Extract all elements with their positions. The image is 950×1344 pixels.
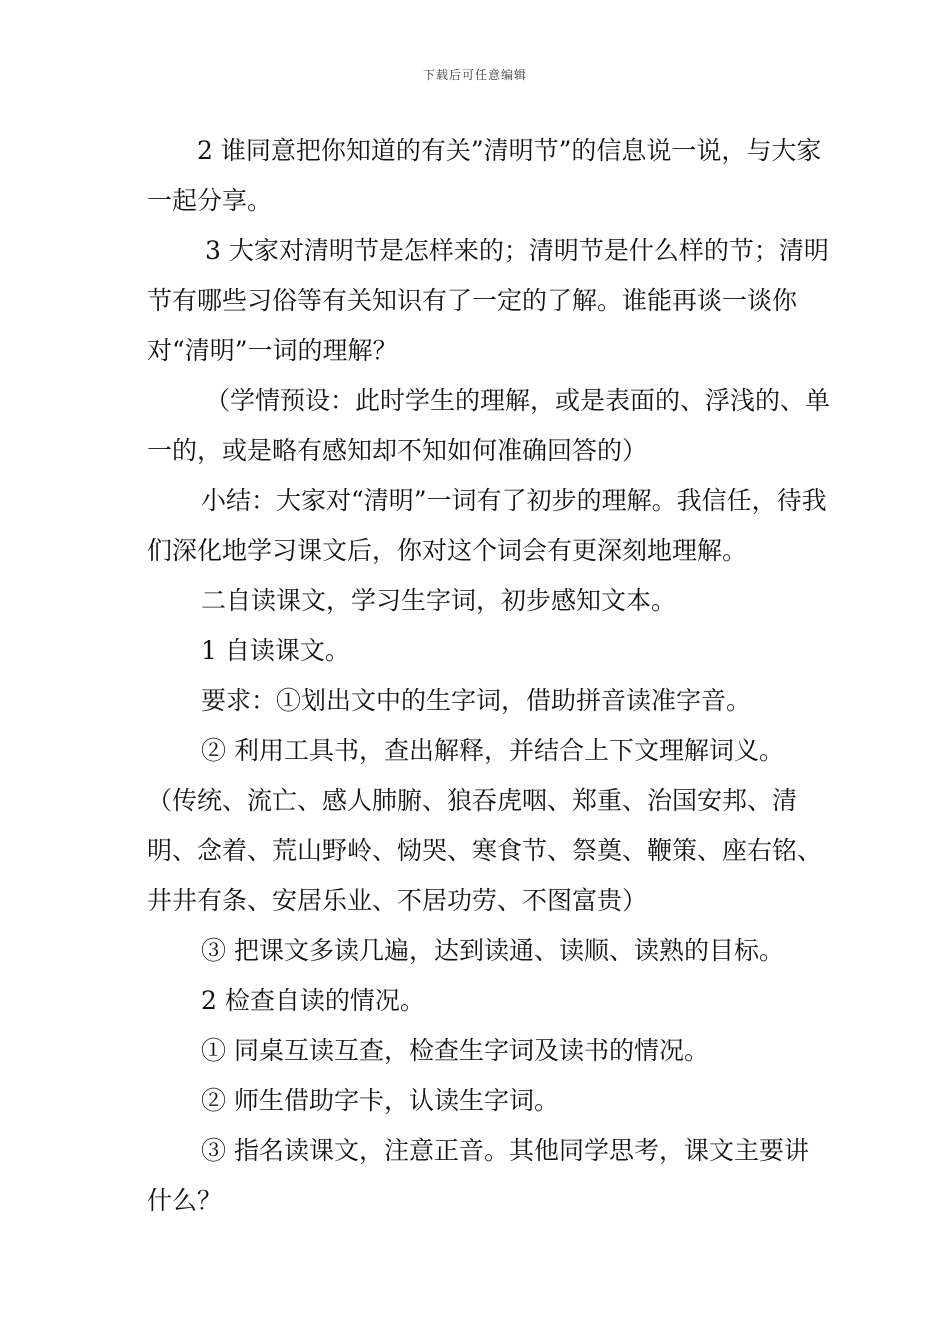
page-header: 下载后可任意编辑 — [422, 68, 527, 82]
check-item-2: ② 师生借助字卡，认读生字词。 — [201, 1086, 559, 1115]
requirement-1: 要求：①划出文中的生字词，借助拼音读准字音。 — [201, 686, 752, 715]
paragraph-share-info: 2 谁同意把你知道的有关”清明节”的信息说一说，与大家一起分享。 — [147, 136, 822, 215]
requirement-3: ③ 把课文多读几遍，达到读通、读顺、读熟的目标。 — [201, 936, 784, 965]
check-item-1: ① 同桌互读互查，检查生字词及读书的情况。 — [201, 1036, 709, 1065]
section-heading-self-reading: 二自读课文，学习生字词，初步感知文本。 — [201, 586, 677, 615]
step-check-reading: 2 检查自读的情况。 — [201, 986, 425, 1015]
vocabulary-list: （传统、流亡、感人肺腑、狼吞虎咽、郑重、治国安邦、清明、念着、荒山野岭、恸哭、寒食节、祭奠、鞭策、座右铭、井井有条、安居乐业、不居功劳、不图富贵） — [147, 786, 823, 915]
step-self-read: 1 自读课文。 — [201, 636, 350, 665]
paragraph-qingming-understanding: 3 大家对清明节是怎样来的；清明节是什么样的节；清明节有哪些习俗等有关知识有了一定的了解。谁能再谈一谈你对“清明”一词的理解？ — [147, 236, 829, 365]
paragraph-learning-preset: （学情预设：此时学生的理解，或是表面的、浮浅的、单一的，或是略有感知却不知如何准确回答的） — [147, 386, 831, 465]
document-body — [147, 126, 832, 1226]
paragraph-summary: 小结：大家对“清明”一词有了初步的理解。我信任，待我们深化地学习课文后，你对这个词会有更深刻地理解。 — [147, 486, 827, 565]
requirement-2: ② 利用工具书，查出解释，并结合上下文理解词义。 — [201, 736, 784, 765]
check-item-3: ③ 指名读课文，注意正音。其他同学思考，课文主要讲什么？ — [147, 1136, 809, 1215]
